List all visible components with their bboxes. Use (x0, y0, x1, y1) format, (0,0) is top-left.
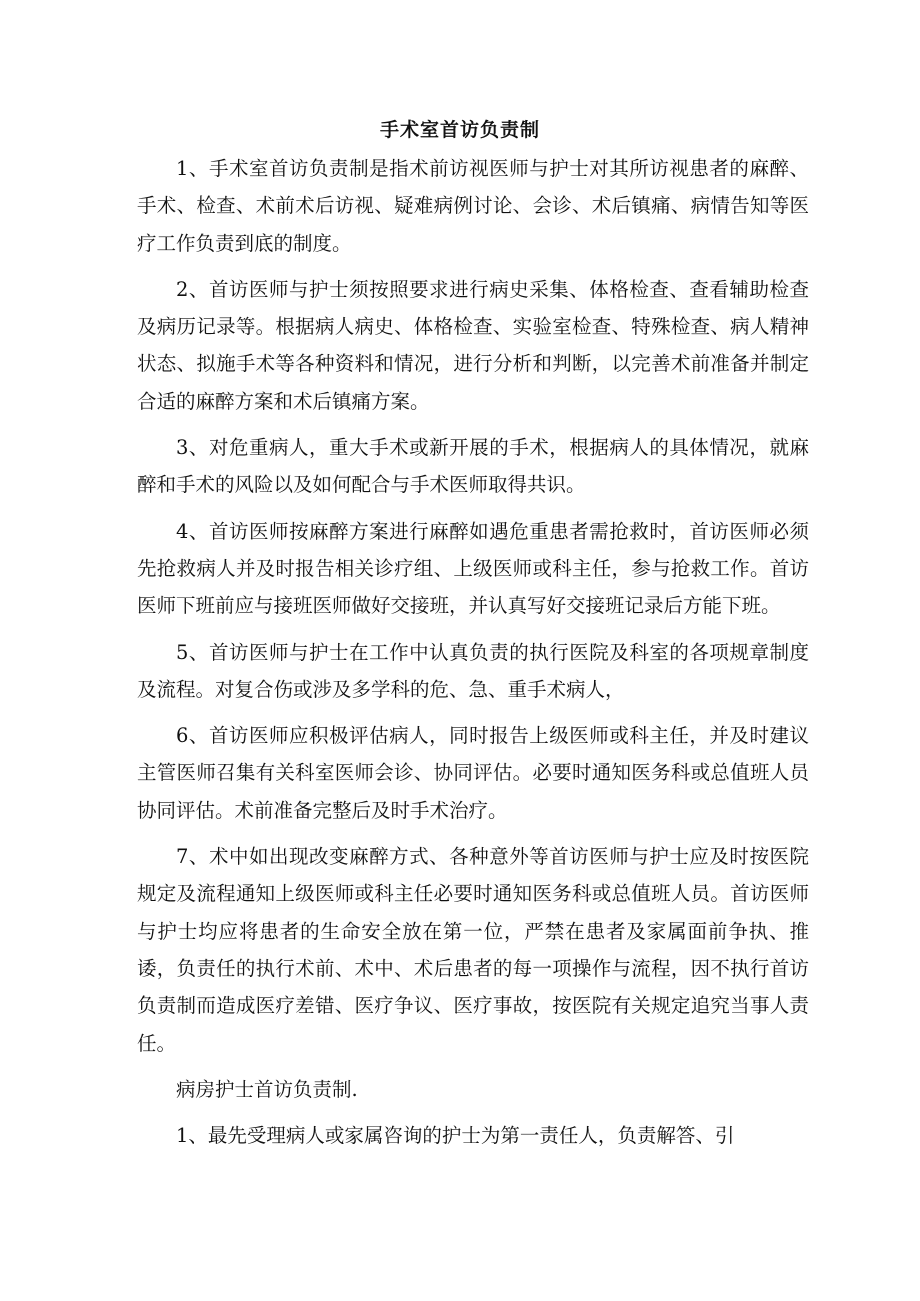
paragraph-4: 4、首访医师按麻醉方案进行麻醉如遇危重患者需抢救时，首访医师必须先抢救病人并及时报告相关诊疗组、上级医师或科主任，参与抢救工作。首访医师下班前应与接班医师做好交接班，并认真写好交接班记录后方能下班。 (137, 519, 809, 618)
paragraph-1: 1、手术室首访负责制是指术前访视医师与护士对其所访视患者的麻醉、手术、检查、术前术后访视、疑难病例讨论、会诊、术后镇痛、病情告知等医疗工作负责到底的制度。 (137, 157, 809, 255)
paragraph-3: 3、对危重病人，重大手术或新开展的手术，根据病人的具体情况，就麻醉和手术的风险以及如何配合与手术医师取得共识。 (137, 436, 809, 497)
document-title: 手术室首访负责制 (379, 119, 540, 141)
paragraph-6: 6、首访医师应积极评估病人，同时报告上级医师或科主任，并及时建议主管医师召集有关科室医师会诊、协同评估。必要时通知医务科或总值班人员协同评估。术前准备完整后及时手术治疗。 (137, 724, 809, 822)
paragraph-2: 2、首访医师与护士须按照要求进行病史采集、体格检查、查看辅助检查及病历记录等。根据病人病史、体格检查、实验室检查、特殊检查、病人精神状态、拟施手术等各种资料和情况，进行分析和判断，以完善术前准备并制定合适的麻醉方案和术后镇痛方案。 (137, 277, 809, 413)
section-heading-ward-nurse: 病房护士首访负责制. (176, 1077, 358, 1101)
paragraph-5: 5、首访医师与护士在工作中认真负责的执行医院及科室的各项规章制度及流程。对复合伤或涉及多学科的危、急、重手术病人， (137, 640, 809, 701)
document-body (137, 150, 809, 1163)
paragraph-7: 7、术中如出现改变麻醉方式、各种意外等首访医师与护士应及时按医院规定及流程通知上级医师或科主任必要时通知医务科或总值班人员。首访医师与护士均应将患者的生命安全放在第一位，严禁在患者及家属面前争执、推诿，负责任的执行术前、术中、术后患者的每一项操作与流程，因不执行首访负责制而造成医疗差错、医疗争议、医疗事故，按医院有关规定追究当事人责任。 (137, 845, 809, 1055)
paragraph-ward-1: 1、最先受理病人或家属咨询的护士为第一责任人，负责解答、引 (176, 1124, 735, 1148)
